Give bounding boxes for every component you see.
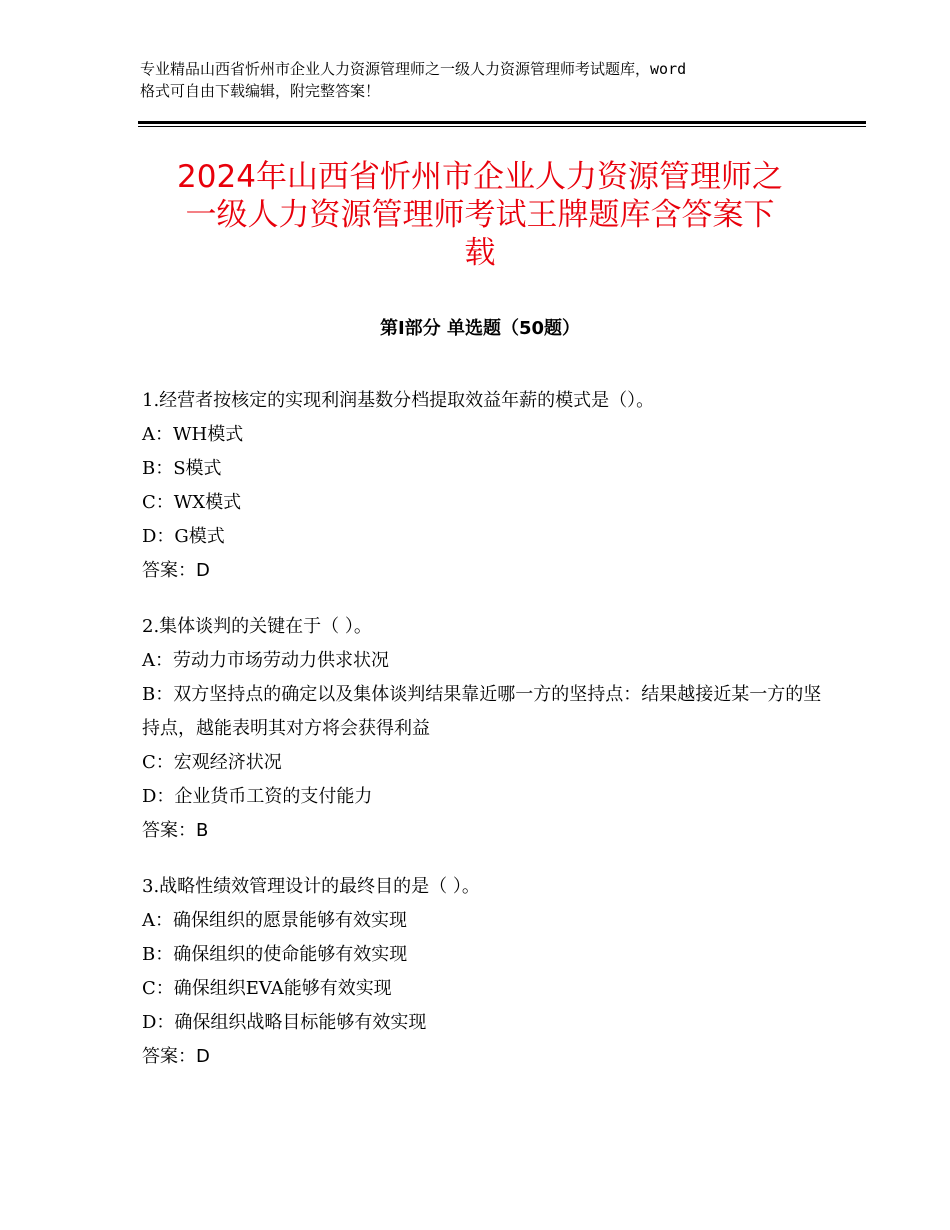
- header-note-line-2: 格式可自由下载编辑，附完整答案！: [140, 82, 381, 100]
- question-answer: 答案：B: [142, 820, 209, 841]
- question-option: D：G模式: [142, 526, 225, 547]
- document-title-line-1: 2024年山西省忻州市企业人力资源管理师之: [177, 159, 783, 195]
- question-option: D：企业货币工资的支付能力: [142, 786, 373, 807]
- question-answer: 答案：D: [142, 1046, 210, 1067]
- header-note: [140, 58, 830, 102]
- question-option: A：WH模式: [142, 424, 244, 445]
- question-item: [142, 384, 822, 588]
- header-divider-thick: [138, 121, 866, 124]
- question-option: A：劳动力市场劳动力供求状况: [142, 650, 389, 671]
- question-option: B：确保组织的使命能够有效实现: [142, 944, 408, 965]
- question-option: A：确保组织的愿景能够有效实现: [142, 910, 407, 931]
- question-option: C：WX模式: [142, 492, 242, 513]
- question-answer: 答案：D: [142, 560, 210, 581]
- document-title: [140, 158, 820, 272]
- question-option: B：S模式: [142, 458, 222, 479]
- question-item: [142, 870, 822, 1074]
- question-option: C：确保组织EVA能够有效实现: [142, 978, 392, 999]
- header-note-line-1: 专业精品山西省忻州市企业人力资源管理师之一级人力资源管理师考试题库，word: [140, 60, 687, 78]
- question-option: B：双方坚持点的确定以及集体谈判结果靠近哪一方的坚持点：结果越接近某一方的坚持点，越能表明其对方将会获得利益: [142, 684, 822, 739]
- question-list: [142, 384, 822, 1096]
- question-stem: 1.经营者按核定的实现利润基数分档提取效益年薪的模式是（）。: [142, 390, 655, 411]
- header-divider-thin: [138, 126, 866, 127]
- section-title: 第Ⅰ部分 单选题（50题）: [379, 318, 580, 339]
- question-item: [142, 610, 822, 848]
- question-stem: 3.战略性绩效管理设计的最终目的是（ ）。: [142, 876, 480, 897]
- question-option: C：宏观经济状况: [142, 752, 282, 773]
- document-title-line-2: 一级人力资源管理师考试王牌题库含答案下: [185, 197, 775, 233]
- question-option: D：确保组织战略目标能够有效实现: [142, 1012, 427, 1033]
- document-title-line-3: 载: [464, 235, 496, 271]
- question-stem: 2.集体谈判的关键在于（ ）。: [142, 616, 372, 637]
